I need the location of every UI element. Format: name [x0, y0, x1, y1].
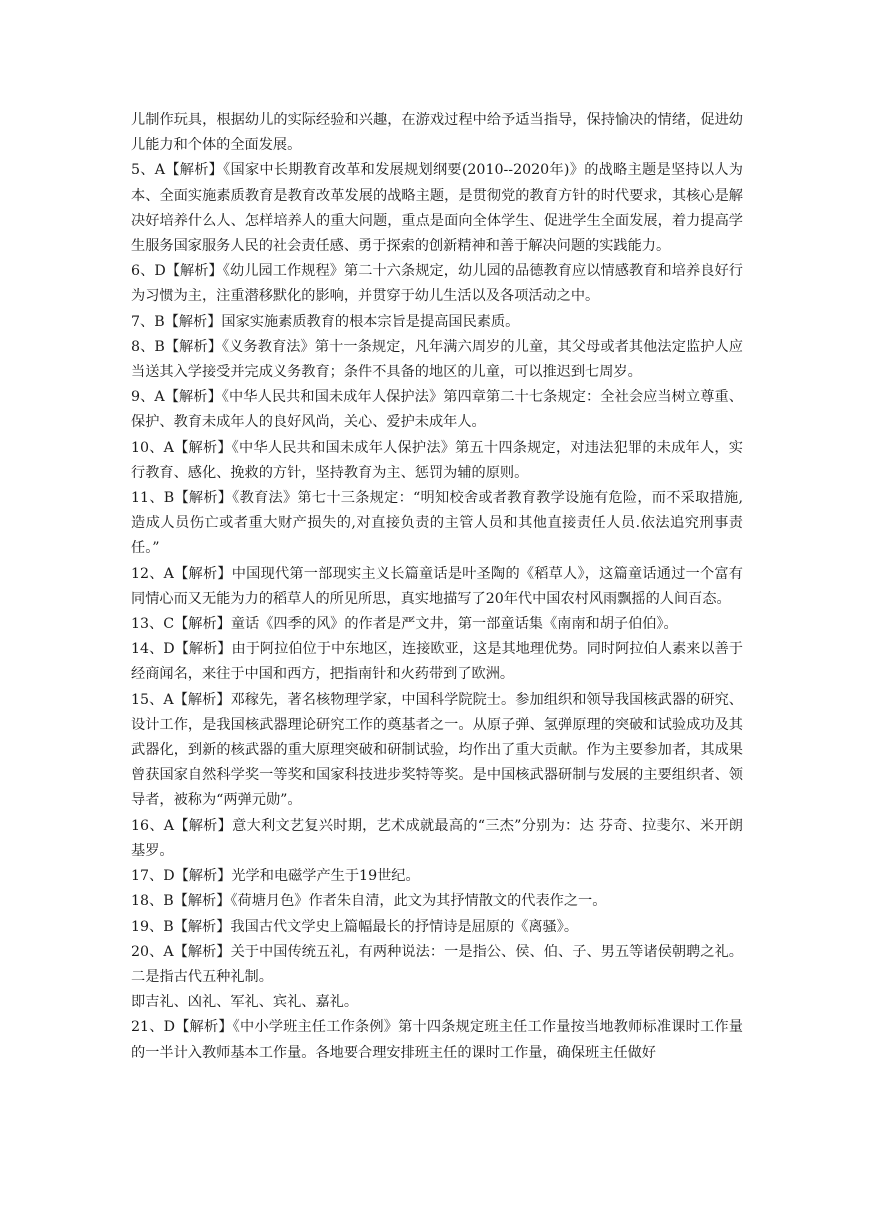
answer-10: 10、A【解析】《中华人民共和国未成年人保护法》第五十四条规定，对违法犯罪的未成年人，实行教育、感化、挽救的方针，坚持教育为主、惩罚为辅的原则。 — [131, 439, 743, 481]
answer-8: 8、B【解析】《义务教育法》第十一条规定，凡年满六周岁的儿童，其父母或者其他法定监护人应当送其入学接受并完成义务教育；条件不具备的地区的儿童，可以推迟到七周岁。 — [131, 338, 743, 381]
answer-17: 17、D【解析】光学和电磁学产生于19世纪。 — [131, 868, 420, 885]
answer-19: 19、B【解析】我国古代文学史上篇幅最长的抒情诗是屈原的《离骚》。 — [131, 918, 579, 935]
answer-15: 15、A【解析】邓稼先，著名核物理学家，中国科学院院士。参加组织和领导我国核武器的研究、设计工作，是我国核武器理论研究工作的奠基者之一。从原子弹、氢弹原理的突破和试验成功及其武器化，到新的核武器的重大原理突破和研制试验，均作出了重大贡献。作为主要参加者，其成果曾获国家自然科学奖一等奖和国家科技进步奖特等奖。是中国核武器研制与发展的主要组织者、领导者，被称为“两弹元勋”。 — [131, 691, 743, 809]
answer-13: 13、C【解析】童话《四季的风》的作者是严文井，第一部童话集《南南和胡子伯伯》。 — [131, 616, 678, 633]
answer-explanations — [131, 108, 743, 1066]
paragraph-continuation: 儿制作玩具，根据幼儿的实际经验和兴趣，在游戏过程中给予适当指导，保持愉决的情绪，促进幼儿能力和个体的全面发展。 — [131, 112, 743, 154]
answer-20-continued: 即吉礼、凶礼、军礼、宾礼、嘉礼。 — [131, 994, 359, 1011]
answer-14: 14、D【解析】由于阿拉伯位于中东地区，连接欧亚，这是其地理优势。同时阿拉伯人素来以善于经商闻名，来往于中国和西方，把指南针和火药带到了欧洲。 — [131, 641, 743, 683]
answer-12: 12、A【解析】中国现代第一部现实主义长篇童话是叶圣陶的《稻草人》，这篇童话通过一个富有同情心而又无能为力的稻草人的所见所思，真实地描写了20年代中国农村风雨飘摇的人间百态。 — [131, 565, 743, 607]
answer-18: 18、B【解析】《荷塘月色》作者朱自清，此文为其抒情散文的代表作之一。 — [131, 893, 607, 910]
answer-16: 16、A【解析】意大利文艺复兴时期，艺术成就最高的“三杰”分别为：达 芬奇、拉斐尔、米开朗基罗。 — [131, 817, 743, 859]
answer-21: 21、D【解析】《中小学班主任工作条例》第十四条规定班主任工作量按当地教师标准课时工作量的一半计入教师基本工作量。各地要合理安排班主任的课时工作量，确保班主任做好 — [131, 1019, 743, 1061]
answer-11: 11、B【解析】《教育法》第七十三条规定：“明知校舍或者教育教学设施有危险，而不采取措施,造成人员伤亡或者重大财产损失的,对直接负责的主管人员和其他直接责任人员.依法追究刑事责任。” — [131, 490, 743, 557]
answer-9: 9、A【解析】《中华人民共和国未成年人保护法》第四章第二十七条规定：全社会应当树立尊重、保护、教育未成年人的良好风尚，关心、爱护未成年人。 — [131, 389, 743, 431]
answer-5: 5、A【解析】《国家中长期教育改革和发展规划纲要(2010--2020年)》的战略主题是坚持以人为本、全面实施素质教育是教育改革发展的战略主题，是贯彻党的教育方针的时代要求，其核心是解决好培养什么人、怎样培养人的重大问题，重点是面向全体学生、促进学生全面发展，着力提高学生服务国家服务人民的社会责任感、勇于探索的创新精神和善于解决问题的实践能力。 — [131, 162, 743, 255]
answer-20: 20、A【解析】关于中国传统五礼，有两种说法：一是指公、侯、伯、子、男五等诸侯朝聘之礼。二是指古代五种礼制。 — [131, 943, 743, 985]
answer-7: 7、B【解析】国家实施素质教育的根本宗旨是提高国民素质。 — [131, 313, 520, 330]
answer-6: 6、D【解析】《幼儿园工作规程》第二十六条规定，幼儿园的品德教育应以情感教育和培养良好行为习惯为主，注重潜移默化的影响，并贯穿于幼儿生活以及各项活动之中。 — [131, 263, 743, 305]
